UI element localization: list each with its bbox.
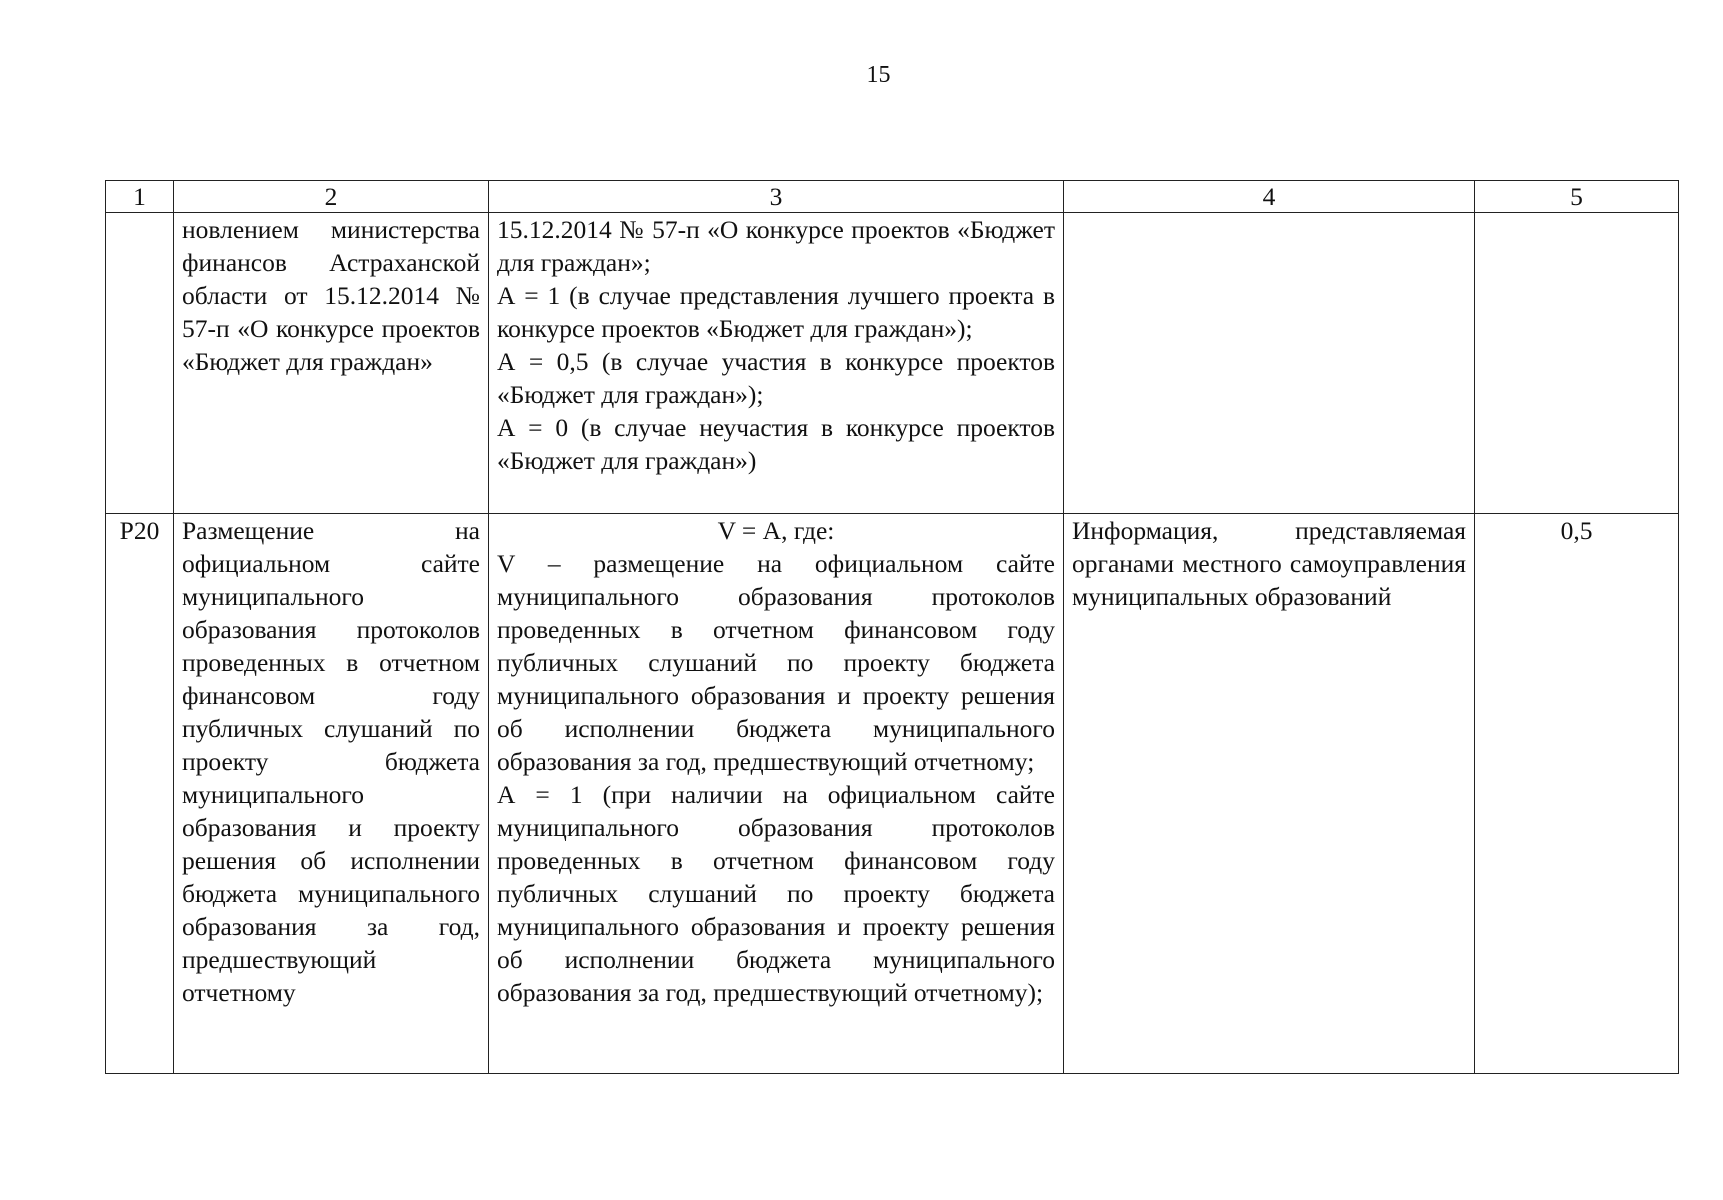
weight-value: 0,5 <box>1560 516 1593 545</box>
column-header-3: 3 <box>489 181 1064 213</box>
table-row-p20 <box>106 514 1679 1074</box>
table-header-row <box>106 181 1679 213</box>
formula-heading: V = А, где: <box>717 516 835 545</box>
column-header-4: 4 <box>1064 181 1475 213</box>
cell-code-continuation <box>106 213 174 514</box>
formula-line: А = 0,5 (в случае участия в конкурсе проектов «Бюджет для граждан»); <box>497 347 1055 409</box>
cell-description-continuation: новлением министерства финансов Астраханской области от 15.12.2014 № 57-п «О конкурсе проектов «Бюджет для граждан» <box>174 213 489 514</box>
cell-weight-p20 <box>1475 514 1679 1074</box>
table-row-continuation <box>106 213 1679 514</box>
cell-formula-continuation <box>489 213 1064 514</box>
formula-line: 15.12.2014 № 57-п «О конкурсе проектов «Бюджет для граждан»; <box>497 215 1055 277</box>
cell-description-p20: Размещение на официальном сайте муниципального образования протоколов проведенных в отчетном финансовом году публичных слушаний по проекту бюджета муниципального образования и проекту решения об исполнении бюджета муниципального образования за год, предшествующий отчетному <box>174 514 489 1074</box>
formula-line: А = 1 (в случае представления лучшего проекта в конкурсе проектов «Бюджет для граждан»); <box>497 281 1055 343</box>
column-header-1: 1 <box>106 181 174 213</box>
page-number: 15 <box>866 62 891 88</box>
formula-line: А = 1 (при наличии на официальном сайте муниципального образования протоколов проведенных в отчетном финансовом году публичных слушаний по проекту бюджета муниципального образования и проекту решения об исполнении бюджета муниципального образования за год, предшествующий отчетному); <box>497 780 1055 1007</box>
formula-line: А = 0 (в случае неучастия в конкурсе проектов «Бюджет для граждан») <box>497 413 1055 475</box>
cell-weight-continuation <box>1475 213 1679 514</box>
cell-source-p20: Информация, представляемая органами местного самоуправления муниципальных образований <box>1064 514 1475 1074</box>
cell-formula-p20 <box>489 514 1064 1074</box>
formula-line: V – размещение на официальном сайте муниципального образования протоколов проведенных в отчетном финансовом году публичных слушаний по проекту бюджета муниципального образования и проекту решения об исполнении бюджета муниципального образования за год, предшествующий отчетному; <box>497 549 1055 776</box>
column-header-5: 5 <box>1475 181 1679 213</box>
indicator-table <box>105 180 1679 1074</box>
cell-source-continuation <box>1064 213 1475 514</box>
cell-code-p20: Р20 <box>106 514 174 1074</box>
column-header-2: 2 <box>174 181 489 213</box>
